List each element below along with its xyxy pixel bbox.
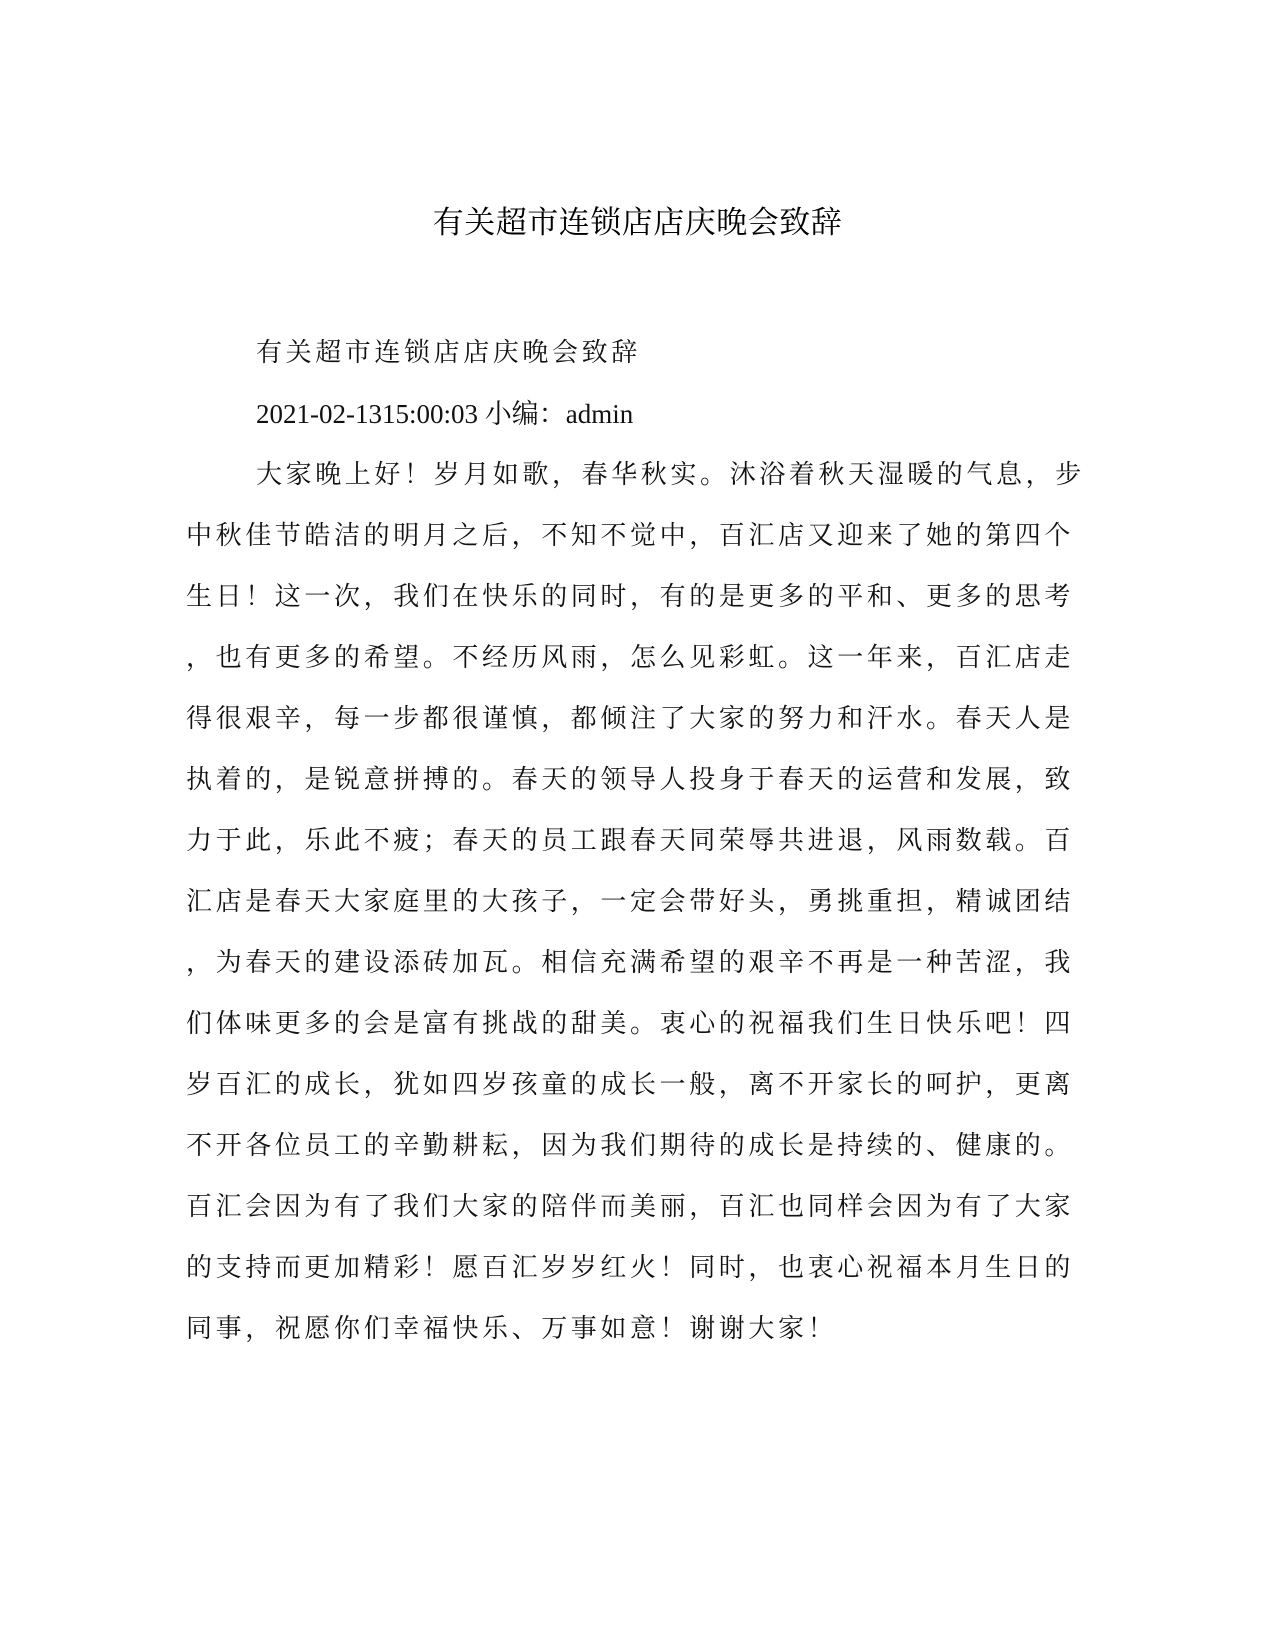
paragraph-line: 同事，祝愿你们幸福快乐、万事如意！谢谢大家！ (186, 1314, 838, 1344)
paragraph-line: 得很艰辛，每一步都很谨慎，都倾注了大家的努力和汗水。春天人是 (186, 704, 1075, 734)
article-meta: 2021-02-1315:00:03 小编：admin (256, 399, 634, 429)
paragraph-line: 中秋佳节皓洁的明月之后，不知不觉中，百汇店又迎来了她的第四个 (186, 521, 1075, 551)
article-subtitle: 有关超市连锁店店庆晚会致辞 (256, 338, 641, 368)
paragraph-line: 不开各位员工的辛勤耕耘，因为我们期待的成长是持续的、健康的。 (186, 1131, 1075, 1161)
paragraph-line: 力于此，乐此不疲；春天的员工跟春天同荣辱共进退，风雨数载。百 (186, 826, 1075, 856)
paragraph-line: ，为春天的建设添砖加瓦。相信充满希望的艰辛不再是一种苦涩，我 (186, 948, 1075, 978)
paragraph-line: 百汇会因为有了我们大家的陪伴而美丽，百汇也同样会因为有了大家 (186, 1192, 1075, 1222)
document-body (186, 323, 1085, 1360)
paragraph-line: 执着的，是锐意拼搏的。春天的领导人投身于春天的运营和发展，致 (186, 765, 1075, 795)
paragraph-line: 岁百汇的成长，犹如四岁孩童的成长一般，离不开家长的呵护，更离 (186, 1070, 1075, 1100)
paragraph-line: 生日！这一次，我们在快乐的同时，有的是更多的平和、更多的思考 (186, 582, 1075, 612)
paragraph-line: 的支持而更加精彩！愿百汇岁岁红火！同时，也衷心祝福本月生日的 (186, 1253, 1075, 1283)
paragraph-line: 们体味更多的会是富有挑战的甜美。衷心的祝福我们生日快乐吧！四 (186, 1009, 1075, 1039)
document-title: 有关超市连锁店店庆晚会致辞 (432, 205, 843, 241)
paragraph-line: 大家晚上好！岁月如歌，春华秋实。沐浴着秋天湿暖的气息，步 (256, 460, 1085, 490)
paragraph-line: ，也有更多的希望。不经历风雨，怎么见彩虹。这一年来，百汇店走 (186, 643, 1075, 673)
paragraph-line: 汇店是春天大家庭里的大孩子，一定会带好头，勇挑重担，精诚团结 (186, 887, 1075, 917)
